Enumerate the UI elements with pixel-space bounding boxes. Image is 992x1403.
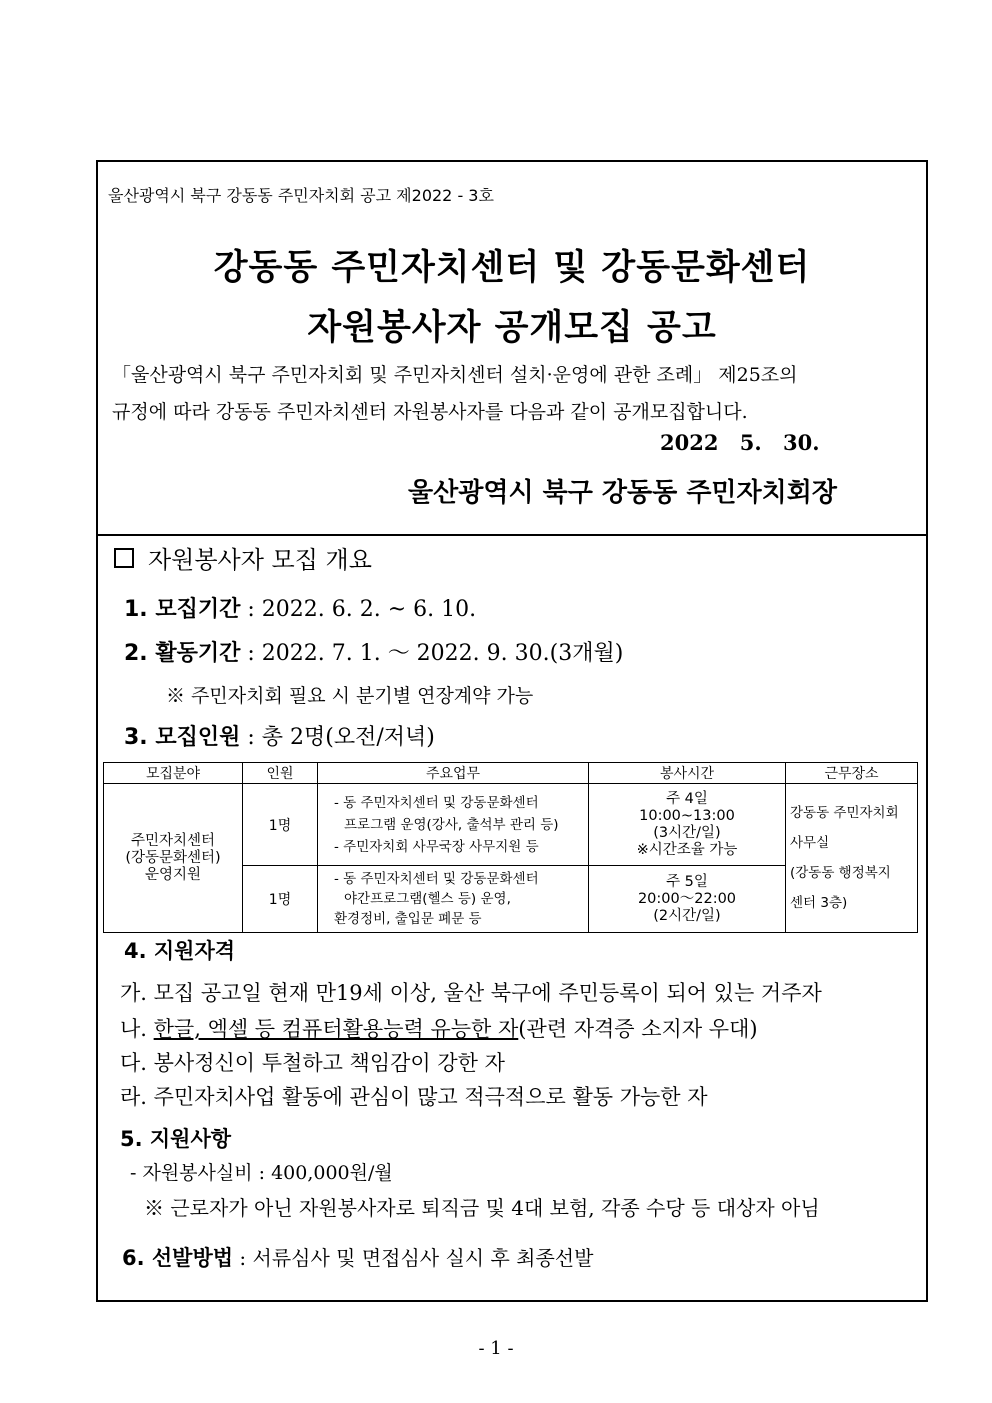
table-header-duties: 주요업무 <box>318 763 589 784</box>
qualification-item <box>120 1013 758 1043</box>
activity-period-value: : 2022. 7. 1. ～ 2022. 9. 30.(3개월) <box>247 641 624 666</box>
section-heading <box>114 540 372 575</box>
intro-line-1: 「울산광역시 북구 주민자치회 및 주민자치센터 설치·운영에 관한 조례」 제25조의 <box>112 364 798 386</box>
table-header-place: 근무장소 <box>786 763 918 784</box>
qualification-title-text: 4. 지원자격 <box>124 939 236 963</box>
notice-date: 2022 5. 30. <box>660 430 820 455</box>
qualification-item: 다. 봉사정신이 투철하고 책임감이 강한 자 <box>120 1051 505 1075</box>
field-line: 주민자치센터 <box>130 832 216 849</box>
duty-line: - 주민자치회 사무국장 사무지원 등 <box>334 838 539 855</box>
activity-note: ※ 주민자치회 필요 시 분기별 연장계약 가능 <box>166 685 534 707</box>
hours-line: 20:00～22:00 <box>637 890 737 907</box>
recruit-period-label: 1. 모집기간 <box>124 597 241 622</box>
table-row <box>104 784 918 866</box>
count-cell: 1명 <box>243 866 318 933</box>
headcount <box>124 720 435 751</box>
activity-period <box>124 636 623 667</box>
section-title: 자원봉사자 모집 개요 <box>148 546 372 574</box>
table-header-count: 인원 <box>243 763 318 784</box>
duty-line: - 동 주민자치센터 및 강동문화센터 <box>334 794 539 811</box>
title-line-2: 자원봉사자 공개모집 공고 <box>307 308 717 348</box>
headcount-label: 3. 모집인원 <box>124 725 241 750</box>
hours-line: 10:00~13:00 <box>639 807 735 824</box>
signatory: 울산광역시 북구 강동동 주민자치회장 <box>408 478 838 508</box>
hours-line: (3시간/일) <box>653 824 721 841</box>
duties-cell <box>318 784 589 866</box>
place-cell <box>786 784 918 933</box>
field-cell <box>104 784 243 933</box>
activity-period-label: 2. 활동기간 <box>124 641 241 666</box>
hours-line: ※시간조율 가능 <box>636 841 738 858</box>
checkbox-icon <box>114 548 134 568</box>
qualification-title <box>124 935 235 965</box>
duties-cell <box>318 866 589 933</box>
support-title-text: 5. 지원사항 <box>120 1127 232 1151</box>
section-divider <box>96 534 928 536</box>
table-header-row <box>104 763 918 784</box>
place-line: 강동동 주민자치회 <box>790 805 899 821</box>
qualification-item: 라. 주민자치사업 활동에 관심이 많고 적극적으로 활동 가능한 자 <box>120 1085 708 1109</box>
support-item: - 자원봉사실비 : 400,000원/월 <box>130 1162 393 1184</box>
hours-line: 주 5일 <box>666 873 708 890</box>
place-line: (강동동 행정복지 <box>790 865 891 881</box>
support-title <box>120 1123 231 1153</box>
qualification-item: 가. 모집 공고일 현재 만19세 이상, 울산 북구에 주민등록이 되어 있는 거주자 <box>120 981 822 1005</box>
intro-line-2: 규정에 따라 강동동 주민자치센터 자원봉사자를 다음과 같이 공개모집합니다. <box>112 401 748 423</box>
place-line: 센터 3층) <box>790 895 848 911</box>
selection-value: : 서류심사 및 면접심사 실시 후 최종선발 <box>239 1246 594 1270</box>
table-header-hours: 봉사시간 <box>589 763 786 784</box>
recruit-table <box>103 762 918 933</box>
duty-line: 프로그램 운영(강사, 출석부 관리 등) <box>344 816 559 833</box>
qualification-underlined: 한글, 엑셀 등 컴퓨터활용능력 유능한 자 <box>153 1017 519 1041</box>
field-line: (강동문화센터) <box>125 849 221 866</box>
table-header-field: 모집분야 <box>104 763 243 784</box>
page-number: - 1 - <box>478 1338 514 1359</box>
headcount-value: : 총 2명(오전/저녁) <box>247 725 435 750</box>
qualification-prefix: 나. <box>120 1017 154 1041</box>
hours-cell <box>589 866 786 933</box>
duty-line: - 동 주민자치센터 및 강동문화센터 <box>334 871 539 887</box>
notice-number: 울산광역시 북구 강동동 주민자치회 공고 제2022 - 3호 <box>108 186 494 205</box>
place-line: 사무실 <box>790 835 830 851</box>
recruit-period <box>124 592 476 623</box>
title-line-1: 강동동 주민자치센터 및 강동문화센터 <box>213 248 811 288</box>
support-note: ※ 근로자가 아닌 자원봉사자로 퇴직금 및 4대 보험, 각종 수당 등 대상자 아님 <box>144 1196 820 1220</box>
duty-line: 환경정비, 출입문 폐문 등 <box>334 911 482 927</box>
hours-line: (2시간/일) <box>653 907 721 924</box>
count-cell: 1명 <box>243 784 318 866</box>
hours-line: 주 4일 <box>666 790 708 807</box>
selection-label: 6. 선발방법 <box>122 1246 234 1270</box>
selection <box>122 1242 593 1272</box>
hours-cell <box>589 784 786 866</box>
duty-line: 야간프로그램(헬스 등) 운영, <box>344 891 511 907</box>
qualification-suffix: (관련 자격증 소지자 우대) <box>518 1017 758 1041</box>
recruit-period-value: : 2022. 6. 2. ~ 6. 10. <box>247 597 477 622</box>
field-line: 운영지원 <box>144 866 202 883</box>
